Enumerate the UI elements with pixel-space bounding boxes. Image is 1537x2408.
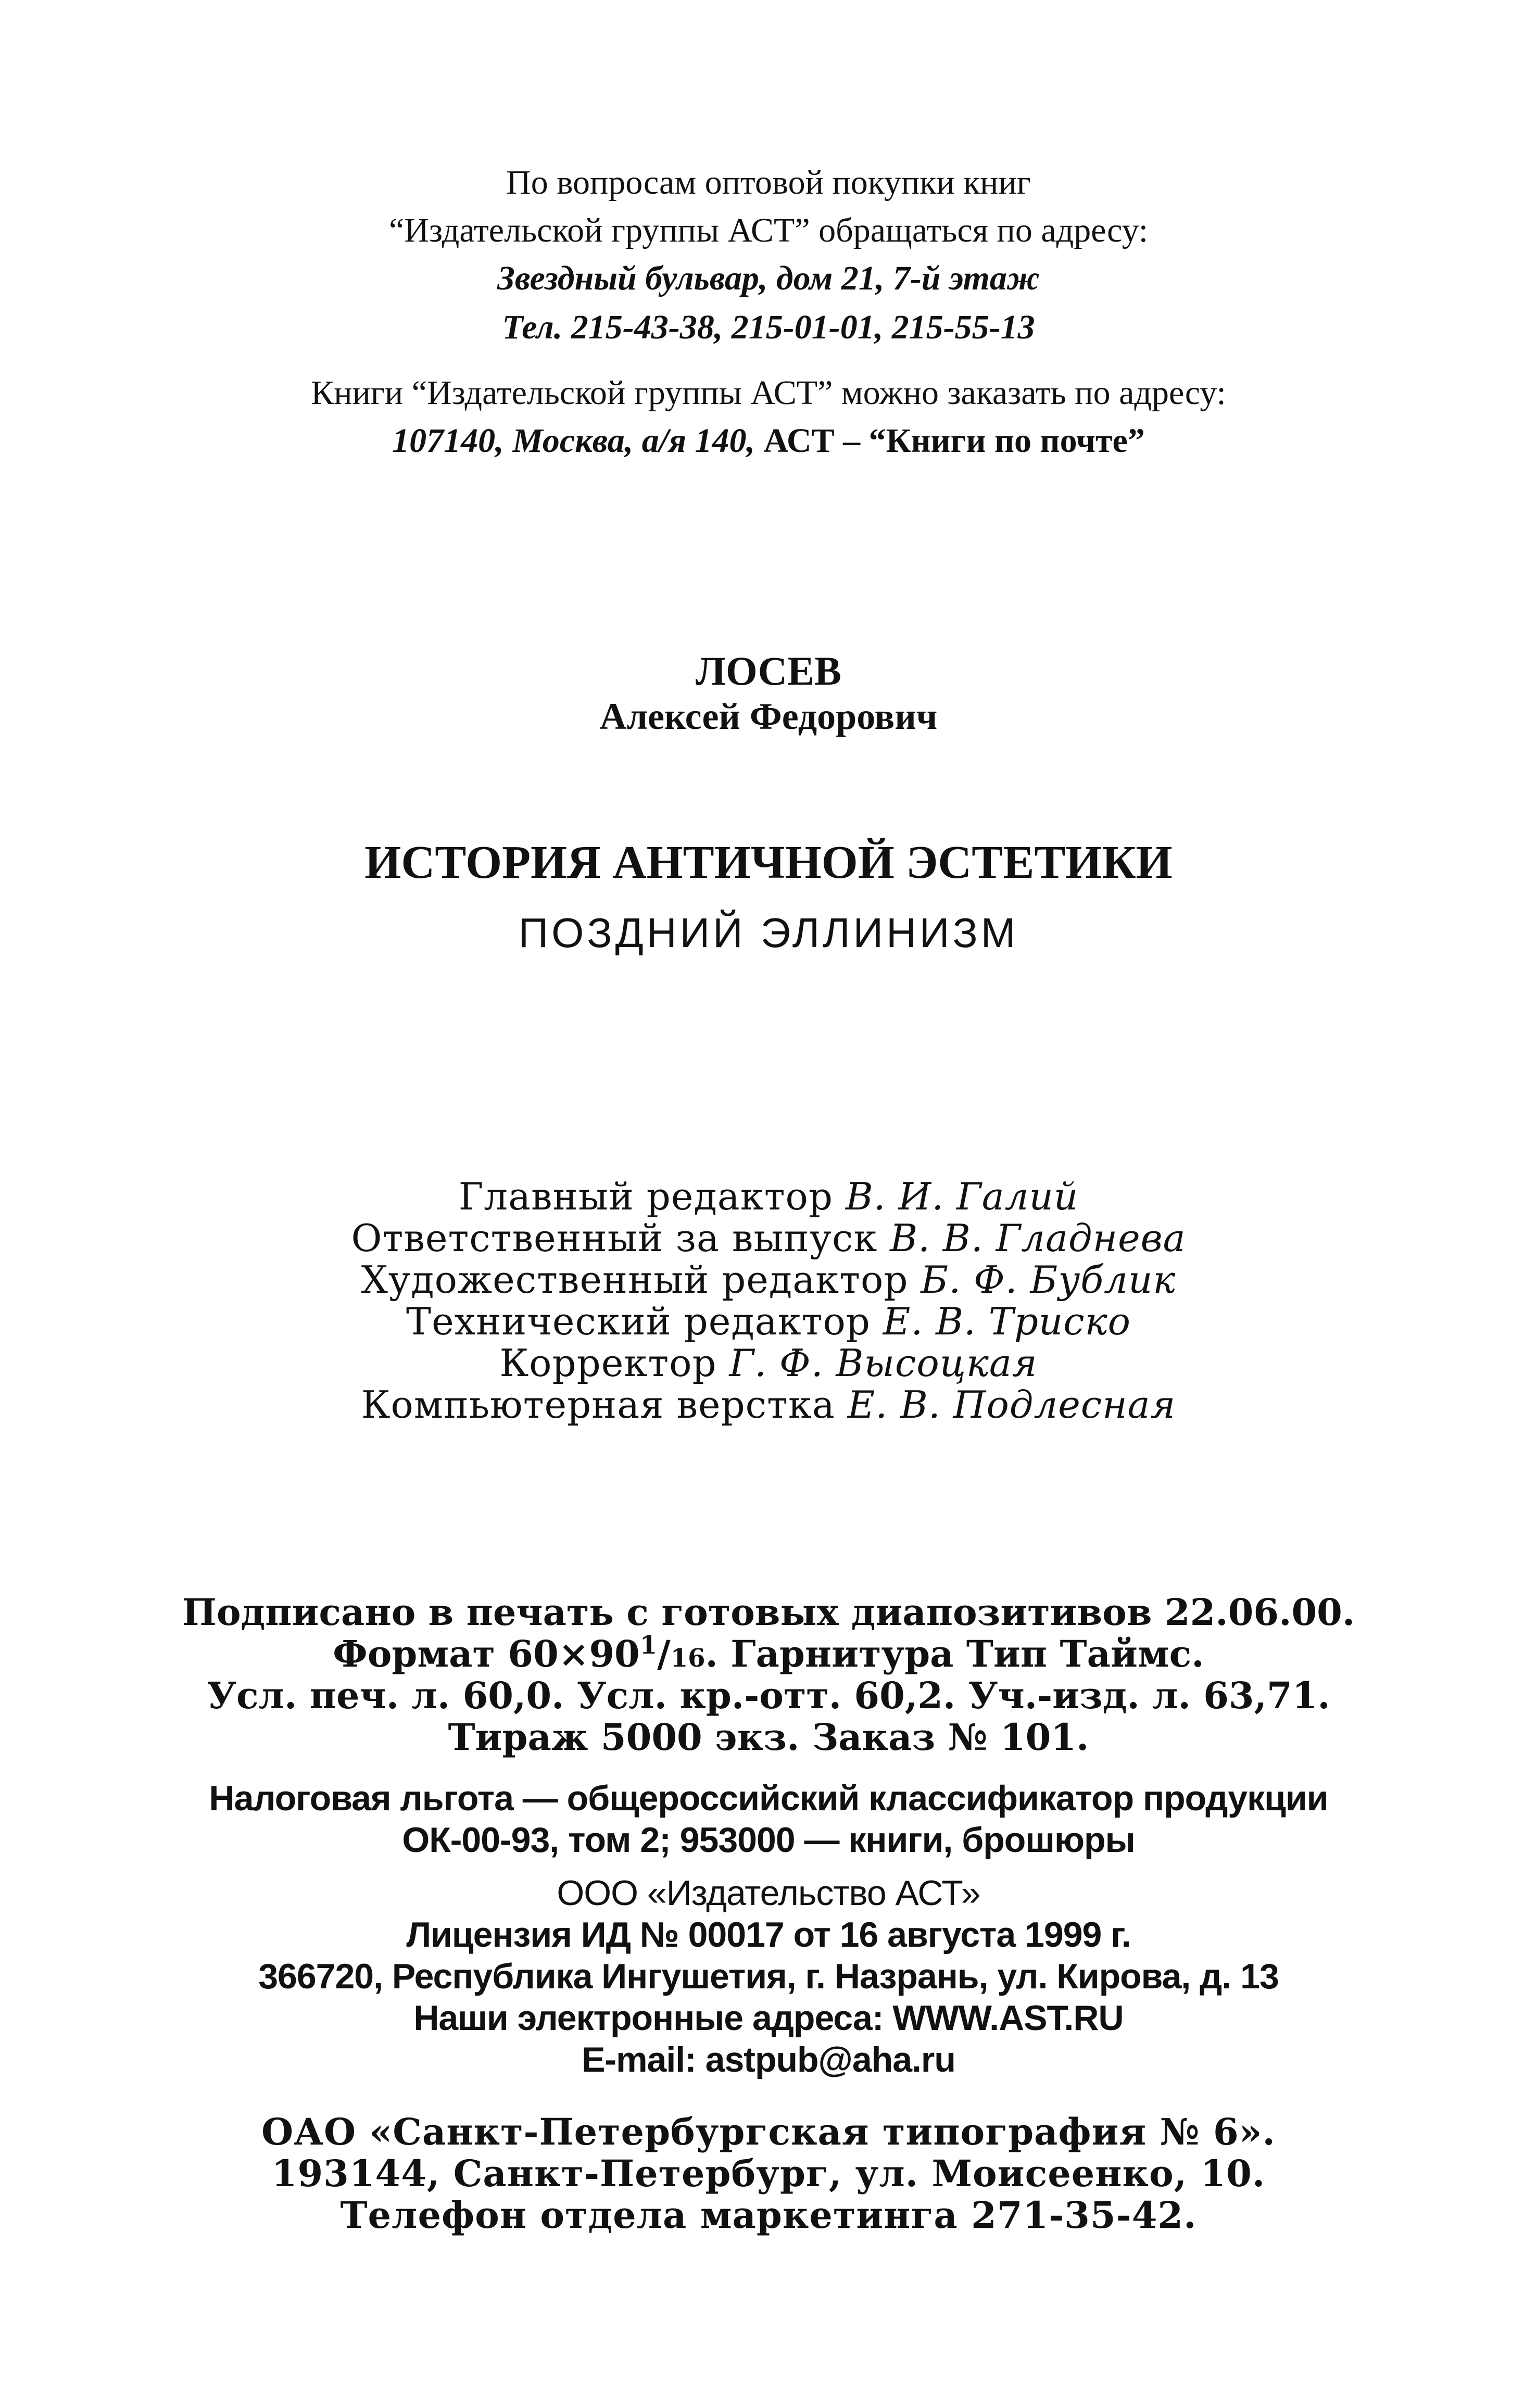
staff-role: Главный редактор — [458, 1175, 833, 1218]
mail-order-address-line — [0, 424, 1537, 458]
staff-person: В. И. Галий — [845, 1175, 1079, 1218]
publisher-address: 366720, Республика Ингушетия, г. Назрань, ул. Кирова, д. 13 — [258, 1957, 1279, 1996]
wholesale-line-1: По вопросам оптовой покупки книг — [506, 163, 1031, 201]
wholesale-phones: Тел. 215-43-38, 215-01-01, 215-55-13 — [502, 308, 1035, 346]
author-name: Алексей Федорович — [599, 696, 938, 737]
publisher-name: ООО «Издательство АСТ» — [557, 1873, 980, 1913]
staff-line — [0, 1300, 1537, 1343]
format-slash: / — [657, 1632, 671, 1675]
staff-role: Ответственный за выпуск — [351, 1216, 878, 1260]
printer-name: ОАО «Санкт-Петербургская типография № 6». — [261, 2110, 1276, 2153]
author-surname: ЛОСЕВ — [695, 648, 842, 694]
print-format — [0, 1631, 1537, 1675]
staff-person: Б. Ф. Бублик — [921, 1258, 1176, 1302]
staff-person: Е. В. Подлесная — [847, 1383, 1176, 1427]
format-sup: 1 — [639, 1631, 658, 1660]
mail-order-line-1: Книги “Издательской группы АСТ” можно заказать по адресу: — [311, 374, 1226, 412]
staff-line — [0, 1383, 1537, 1427]
print-run: Тираж 5000 экз. Заказ № 101. — [448, 1716, 1089, 1759]
tax-line-1: Налоговая льгота — общероссийский классификатор продукции — [209, 1779, 1328, 1818]
mail-order-address: 107140, Москва, а/я 140, — [392, 422, 755, 460]
staff-line — [0, 1341, 1537, 1385]
publisher-license: Лицензия ИД № 00017 от 16 августа 1999 г. — [406, 1915, 1131, 1955]
publisher-email: E-mail: astpub@aha.ru — [582, 2040, 955, 2079]
format-prefix: Формат 60×90 — [333, 1632, 640, 1675]
print-sheets: Усл. печ. л. 60,0. Усл. кр.-отт. 60,2. Уч.-изд. л. 63,71. — [207, 1674, 1330, 1717]
staff-person: Е. В. Триско — [883, 1300, 1131, 1343]
staff-role: Технический редактор — [406, 1300, 871, 1343]
staff-line — [0, 1175, 1537, 1218]
wholesale-line-2: “Издательской группы АСТ” обращаться по адресу: — [388, 211, 1149, 249]
staff-role: Компьютерная верстка — [361, 1383, 835, 1427]
staff-line — [0, 1258, 1537, 1302]
printer-phone: Телефон отдела маркетинга 271-35-42. — [340, 2193, 1197, 2237]
publisher-web: Наши электронные адреса: WWW.AST.RU — [413, 1998, 1124, 2038]
format-suffix: . Гарнитура Тип Таймс. — [705, 1632, 1204, 1675]
book-title: ИСТОРИЯ АНТИЧНОЙ ЭСТЕТИКИ — [364, 837, 1173, 888]
staff-line — [0, 1216, 1537, 1260]
format-sub: 16 — [670, 1644, 705, 1673]
wholesale-address: Звездный бульвар, дом 21, 7-й этаж — [497, 259, 1040, 297]
staff-role: Художественный редактор — [361, 1258, 909, 1302]
print-signed: Подписано в печать с готовых диапозитивов 22.06.00. — [182, 1591, 1355, 1634]
staff-person: В. В. Гладнева — [890, 1216, 1186, 1260]
tax-line-2: ОК-00-93, том 2; 953000 — книги, брошюры — [402, 1820, 1135, 1860]
printer-address: 193144, Санкт-Петербург, ул. Моисеенко, 10. — [271, 2152, 1266, 2195]
staff-person: Г. Ф. Высоцкая — [729, 1341, 1038, 1385]
staff-role: Корректор — [499, 1341, 717, 1385]
mail-order-service: АСТ – “Книги по почте” — [763, 422, 1145, 460]
book-subtitle: ПОЗДНИЙ ЭЛЛИНИЗМ — [518, 910, 1019, 956]
